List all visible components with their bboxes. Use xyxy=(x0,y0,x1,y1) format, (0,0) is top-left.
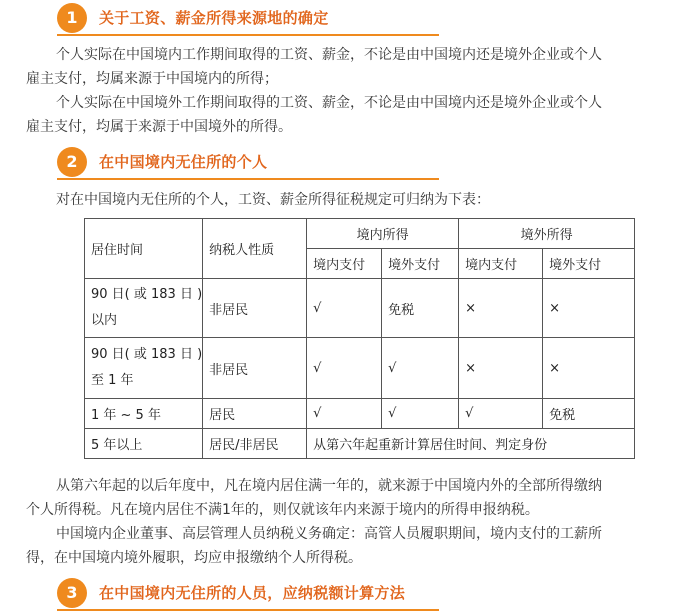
section-header-3 xyxy=(57,578,439,608)
header-foreign-paid: 境外支付 xyxy=(543,249,635,279)
value-cell: 免税 xyxy=(382,279,459,338)
value-cell: × xyxy=(459,338,543,399)
header-nature: 纳税人性质 xyxy=(203,219,307,279)
value-cell: 免税 xyxy=(543,399,635,429)
value-cell: × xyxy=(459,279,543,338)
section-title: 在中国境内无住所的个人 xyxy=(99,153,268,171)
section-title: 在中国境内无住所的人员，应纳税额计算方法 xyxy=(99,584,406,602)
value-cell: √ xyxy=(307,279,382,338)
post-table-paragraph xyxy=(26,474,673,570)
nature-cell: 居民 xyxy=(203,399,307,429)
text-line: 中国境内企业董事、高层管理人员纳税义务确定：高管人员履职期间，境内支付的工薪所 xyxy=(56,526,602,542)
value-cell: × xyxy=(543,338,635,399)
header-domestic-income: 境内所得 xyxy=(307,219,459,249)
nature-cell: 非居民 xyxy=(203,338,307,399)
table-row xyxy=(85,279,635,338)
section-number-badge: 3 xyxy=(57,578,87,608)
value-cell: √ xyxy=(382,399,459,429)
text-line: 雇主支付，均属于来源于中国境外的所得。 xyxy=(26,119,292,135)
tax-table xyxy=(84,218,635,459)
value-cell: √ xyxy=(307,399,382,429)
header-foreign-paid: 境外支付 xyxy=(382,249,459,279)
residence-cell: 1 年 ~ 5 年 xyxy=(85,399,203,429)
header-domestic-paid: 境内支付 xyxy=(307,249,382,279)
section-underline xyxy=(57,609,439,611)
value-cell: √ xyxy=(382,338,459,399)
nature-cell: 非居民 xyxy=(203,279,307,338)
header-domestic-paid: 境内支付 xyxy=(459,249,543,279)
header-foreign-income: 境外所得 xyxy=(459,219,635,249)
section-underline xyxy=(57,178,439,180)
section-number-badge: 1 xyxy=(57,3,87,33)
section-underline xyxy=(57,34,439,36)
text-line: 个人所得税。凡在境内居住不满1年的，则仅就该年内来源于境内的所得申报纳税。 xyxy=(26,502,539,518)
text-line: 从第六年起的以后年度中，凡在境内居住满一年的，就来源于中国境内外的全部所得缴纳 xyxy=(56,478,602,494)
table-row xyxy=(85,429,635,459)
table-row xyxy=(85,399,635,429)
section-number-badge: 2 xyxy=(57,147,87,177)
text-line: 雇主支付，均属来源于中国境内的所得； xyxy=(26,71,278,87)
residence-cell: 5 年以上 xyxy=(85,429,203,459)
section1-paragraph xyxy=(26,43,673,139)
section-title: 关于工资、薪金所得来源地的确定 xyxy=(99,9,329,27)
value-cell: √ xyxy=(459,399,543,429)
table-row xyxy=(85,338,635,399)
text-line: 得，在中国境内境外履职，均应申报缴纳个人所得税。 xyxy=(26,550,362,566)
header-residence: 居住时间 xyxy=(85,219,203,279)
residence-cell: 90 日( 或 183 日 ) 至 1 年 xyxy=(85,338,203,399)
text-line: 个人实际在中国境外工作期间取得的工资、薪金，不论是由中国境内还是境外企业或个人 xyxy=(56,95,602,111)
residence-cell: 90 日( 或 183 日 ) 以内 xyxy=(85,279,203,338)
section-header-2 xyxy=(57,147,439,177)
section-header-1 xyxy=(57,3,439,33)
value-cell: × xyxy=(543,279,635,338)
value-cell: √ xyxy=(307,338,382,399)
section2-intro xyxy=(26,188,673,212)
text-line: 个人实际在中国境内工作期间取得的工资、薪金，不论是由中国境内还是境外企业或个人 xyxy=(56,47,602,63)
merged-note-cell: 从第六年起重新计算居住时间、判定身份 xyxy=(307,429,635,459)
nature-cell: 居民/非居民 xyxy=(203,429,307,459)
text-line: 对在中国境内无住所的个人，工资、薪金所得征税规定可归纳为下表： xyxy=(56,192,490,208)
